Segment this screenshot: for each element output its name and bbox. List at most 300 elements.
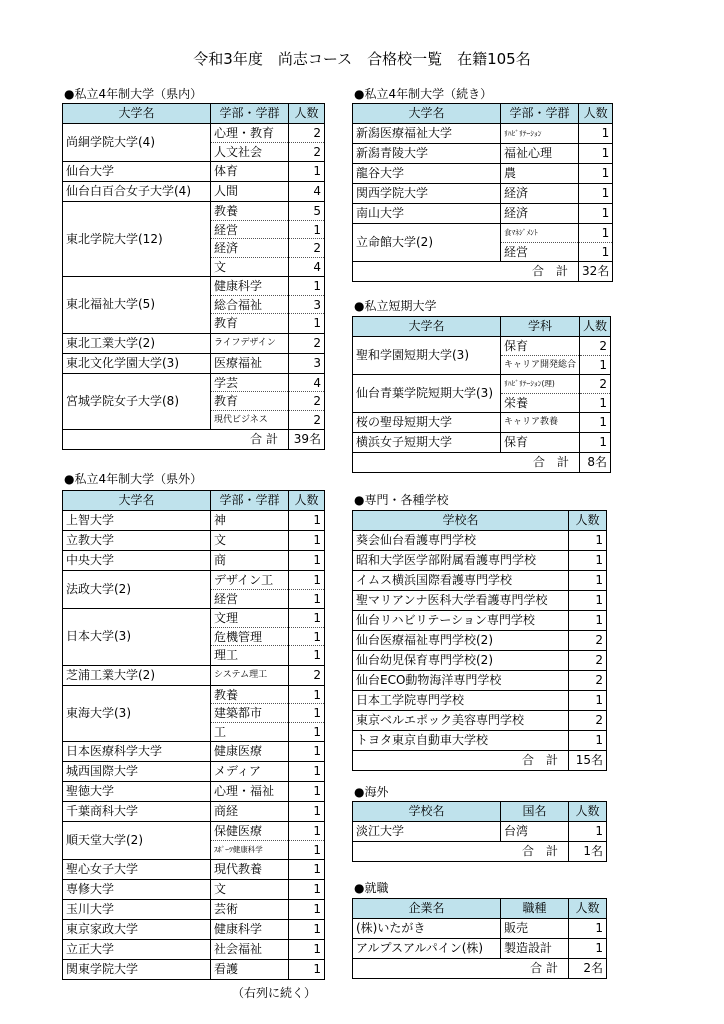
school-name: 仙台ECO動物海洋専門学校 <box>353 671 569 691</box>
count: 2 <box>580 375 610 394</box>
school-name: アルプスアルパイン(株) <box>353 939 501 959</box>
table-row <box>63 802 325 822</box>
table-row <box>353 711 607 731</box>
table-row <box>63 762 325 782</box>
count-list <box>579 224 613 262</box>
table-row <box>63 571 325 609</box>
count: 1 <box>569 551 607 571</box>
table-row <box>353 551 607 571</box>
total-value: 2名 <box>569 959 607 979</box>
count: 2 <box>569 671 607 691</box>
school-name: 仙台リハビリテーション専門学校 <box>353 611 569 631</box>
column-header: 人数 <box>289 104 325 124</box>
section-heading-junior: ●私立短期大学 <box>354 299 437 313</box>
count: 5 <box>289 202 324 221</box>
column-header: 学科 <box>501 317 580 337</box>
table-row <box>63 333 325 353</box>
table-priv4-cont <box>352 103 613 282</box>
count: 1 <box>569 571 607 591</box>
table-row <box>63 782 325 802</box>
department: 人間 <box>211 182 289 202</box>
department: 神 <box>211 511 289 531</box>
table-header-row <box>63 491 325 511</box>
department: 保健医療 <box>211 822 288 841</box>
department: 経済 <box>501 184 579 204</box>
column-header: 人数 <box>289 491 325 511</box>
department: 学芸 <box>211 374 288 393</box>
total-label: 合 計 <box>353 842 569 862</box>
school-name: 仙台白百合女子大学(4) <box>63 182 211 202</box>
department-list <box>211 609 289 666</box>
table-row <box>353 671 607 691</box>
count: 1 <box>579 204 613 224</box>
table-row <box>63 277 325 334</box>
table-row <box>63 860 325 880</box>
table-row <box>63 609 325 666</box>
total-value: 39名 <box>289 430 325 450</box>
count: 1 <box>289 742 325 762</box>
table-row <box>63 531 325 551</box>
total-value: 1名 <box>569 842 607 862</box>
table-header-row <box>353 511 607 531</box>
table-row <box>63 940 325 960</box>
count: 1 <box>569 611 607 631</box>
table-row <box>353 184 613 204</box>
total-label: 合 計 <box>63 430 289 450</box>
total-row <box>353 842 607 862</box>
total-label: 合 計 <box>353 453 580 473</box>
table-row <box>63 685 325 742</box>
count: 1 <box>569 731 607 751</box>
count: 1 <box>289 920 325 940</box>
count: 1 <box>289 782 325 802</box>
school-name: 日本大学(3) <box>63 609 211 666</box>
school-name: 東北学院大学(12) <box>63 202 211 277</box>
total-row <box>353 262 613 282</box>
school-name: 桜の聖母短期大学 <box>353 413 501 433</box>
count-list <box>289 609 325 666</box>
department: 教育 <box>214 316 239 330</box>
total-row <box>63 430 325 450</box>
department-list <box>211 571 289 609</box>
department: ﾘﾊﾋﾞﾘﾃｰｼｮﾝ <box>501 124 579 144</box>
column-header: 人数 <box>569 511 607 531</box>
table-row <box>353 124 613 144</box>
school-name: 東京ベルエポック美容専門学校 <box>353 711 569 731</box>
school-name: 仙台医療福祉専門学校(2) <box>353 631 569 651</box>
school-name: 横浜女子短期大学 <box>353 433 501 453</box>
count: 1 <box>289 860 325 880</box>
department-list <box>501 375 580 413</box>
table-row <box>353 611 607 631</box>
count: 1 <box>569 939 607 959</box>
count: 1 <box>313 648 321 662</box>
department: メディア <box>211 762 289 782</box>
total-value: 32名 <box>579 262 613 282</box>
department-list <box>501 224 579 262</box>
count: 1 <box>289 960 325 980</box>
department: 芸術 <box>211 900 289 920</box>
school-name: 東北文化学園大学(3) <box>63 353 211 373</box>
department: 教育 <box>211 392 288 411</box>
total-value: 15名 <box>569 751 607 771</box>
department: 文 <box>211 531 289 551</box>
department: 経済 <box>501 204 579 224</box>
school-name: 仙台幼児保育専門学校(2) <box>353 651 569 671</box>
school-name: 立正大学 <box>63 940 211 960</box>
department: 栄養 <box>504 395 529 410</box>
total-row <box>353 751 607 771</box>
department: 総合福祉 <box>211 296 288 315</box>
count: 1 <box>579 124 613 144</box>
count: 1 <box>289 900 325 920</box>
count: 1 <box>569 919 607 939</box>
school-name: 尚絅学院大学(4) <box>63 124 211 162</box>
table-row <box>353 731 607 751</box>
column-header: 大学名 <box>63 104 211 124</box>
school-name: 東北工業大学(2) <box>63 333 211 353</box>
count: 1 <box>313 591 321 606</box>
department: ｽﾎﾟｰﾂ健康科学 <box>214 844 263 854</box>
school-name: 順天堂大学(2) <box>63 822 211 860</box>
school-name: 聖心女子大学 <box>63 860 211 880</box>
school-name: 仙台青葉学院短期大学(3) <box>353 375 501 413</box>
count: 1 <box>289 571 324 590</box>
table-header-row <box>353 802 607 822</box>
column-header: 大学名 <box>353 104 501 124</box>
school-name: 立命館大学(2) <box>353 224 501 262</box>
section-heading-priv4-out: ●私立4年制大学（県外） <box>64 472 203 486</box>
count: 2 <box>569 711 607 731</box>
section-heading-overseas: ●海外 <box>354 785 389 799</box>
table-row <box>353 651 607 671</box>
table-row <box>63 182 325 202</box>
category: 台湾 <box>501 822 569 842</box>
count: 4 <box>289 374 324 393</box>
column-header: 企業名 <box>353 899 501 919</box>
count: 1 <box>569 822 607 842</box>
section-heading-vocational: ●専門・各種学校 <box>354 493 449 507</box>
table-row <box>353 591 607 611</box>
total-row <box>353 959 607 979</box>
count: 1 <box>289 551 325 571</box>
school-name: トヨタ東京自動車大学校 <box>353 731 569 751</box>
department: キャリア開発総合 <box>504 359 577 370</box>
school-name: (株)いたがき <box>353 919 501 939</box>
department: 看護 <box>211 960 289 980</box>
column-header: 人数 <box>569 899 607 919</box>
column-header: 学部・学群 <box>211 104 289 124</box>
section-heading-jobs: ●就職 <box>354 881 389 895</box>
page-title: 令和3年度 尚志コース 合格校一覧 在籍105名 <box>193 50 531 68</box>
department: 経営 <box>504 244 529 259</box>
school-name: 東京家政大学 <box>63 920 211 940</box>
department: 人文社会 <box>214 144 263 159</box>
count: 3 <box>289 296 324 315</box>
department: 現代ビジネス <box>214 414 268 425</box>
table-row <box>63 880 325 900</box>
school-name: 聖徳大学 <box>63 782 211 802</box>
column-header: 人数 <box>579 104 613 124</box>
count: 1 <box>569 531 607 551</box>
count: 1 <box>313 842 321 857</box>
school-name: 東北福祉大学(5) <box>63 277 211 334</box>
column-header: 人数 <box>569 802 607 822</box>
count: 1 <box>599 395 608 410</box>
school-name: 日本工学院専門学校 <box>353 691 569 711</box>
school-name: 仙台大学 <box>63 162 211 182</box>
column-header: 学校名 <box>353 511 569 531</box>
count-list <box>289 822 325 860</box>
count: 1 <box>289 277 324 296</box>
department: キャリア教養 <box>501 413 580 433</box>
department: 保育 <box>501 337 579 356</box>
continue-note: （右列に続く） <box>232 986 317 1000</box>
department: 保育 <box>501 433 580 453</box>
table-overseas <box>352 801 607 862</box>
count: 2 <box>289 665 325 685</box>
table-header-row <box>353 104 613 124</box>
count: 1 <box>579 144 613 164</box>
table-row <box>63 353 325 373</box>
department: システム理工 <box>211 665 289 685</box>
table-row <box>353 691 607 711</box>
table-priv4-in <box>62 103 325 450</box>
count-list <box>289 571 325 609</box>
count-list <box>289 685 325 742</box>
department: ライフデザイン <box>211 333 289 353</box>
school-name: 新潟青陵大学 <box>353 144 501 164</box>
department: 経営 <box>211 221 288 240</box>
table-row <box>353 631 607 651</box>
department-list <box>211 373 289 430</box>
count: 1 <box>313 724 321 739</box>
department: 危機管理 <box>211 628 288 647</box>
school-name: 関西学院大学 <box>353 184 501 204</box>
total-value: 8名 <box>580 453 611 473</box>
count: 2 <box>569 651 607 671</box>
school-name: 聖和学園短期大学(3) <box>353 337 501 375</box>
table-header-row <box>353 317 611 337</box>
school-name: 上智大学 <box>63 511 211 531</box>
count: 1 <box>289 531 325 551</box>
table-vocational <box>352 510 607 771</box>
department: 健康医療 <box>211 742 289 762</box>
table-priv4-out <box>62 490 325 980</box>
table-row <box>353 204 613 224</box>
count: 1 <box>580 433 611 453</box>
section-heading-priv4-cont: ●私立4年制大学（続き） <box>354 87 493 101</box>
department: 現代教養 <box>211 860 289 880</box>
count: 1 <box>601 244 610 259</box>
table-row <box>353 433 611 453</box>
department: 商経 <box>211 802 289 822</box>
table-row <box>63 900 325 920</box>
table-row <box>353 531 607 551</box>
school-name: 新潟医療福祉大学 <box>353 124 501 144</box>
count: 1 <box>289 686 324 705</box>
school-name: 宮城学院女子大学(8) <box>63 373 211 430</box>
column-header: 大学名 <box>353 317 501 337</box>
count: 1 <box>289 221 324 240</box>
school-name: 南山大学 <box>353 204 501 224</box>
department: 農 <box>501 164 579 184</box>
count: 2 <box>289 124 324 143</box>
school-name: 専修大学 <box>63 880 211 900</box>
count: 1 <box>289 762 325 782</box>
table-row <box>63 373 325 430</box>
table-row <box>63 551 325 571</box>
school-name: 中央大学 <box>63 551 211 571</box>
count: 2 <box>289 392 324 411</box>
table-row <box>353 571 607 591</box>
table-row <box>353 375 611 413</box>
column-header: 人数 <box>580 317 611 337</box>
count: 1 <box>313 316 321 330</box>
count: 2 <box>313 144 321 159</box>
school-name: 関東学院大学 <box>63 960 211 980</box>
count: 2 <box>289 333 325 353</box>
count: 1 <box>289 704 324 723</box>
count: 1 <box>289 940 325 960</box>
total-label: 合 計 <box>353 959 569 979</box>
count-list <box>289 373 325 430</box>
school-name: 芝浦工業大学(2) <box>63 665 211 685</box>
department-list <box>211 822 289 860</box>
table-row <box>353 919 607 939</box>
count: 1 <box>579 224 612 243</box>
table-row <box>63 665 325 685</box>
school-name: 昭和大学医学部附属看護専門学校 <box>353 551 569 571</box>
count-list <box>580 337 611 375</box>
department: 健康科学 <box>211 277 288 296</box>
department: 理工 <box>214 648 239 662</box>
department: 工 <box>214 724 227 739</box>
column-header: 学部・学群 <box>211 491 289 511</box>
count: 1 <box>289 822 324 841</box>
table-row <box>63 960 325 980</box>
total-row <box>353 453 611 473</box>
count: 4 <box>313 259 321 274</box>
table-row <box>353 144 613 164</box>
count: 1 <box>569 691 607 711</box>
count-list <box>289 124 325 162</box>
column-header: 大学名 <box>63 491 211 511</box>
table-row <box>63 511 325 531</box>
total-label: 合 計 <box>353 262 579 282</box>
count: 1 <box>289 802 325 822</box>
department: 食ﾏﾈｼﾞﾒﾝﾄ <box>501 224 578 243</box>
school-name: 千葉商科大学 <box>63 802 211 822</box>
table-row <box>353 939 607 959</box>
table-row <box>63 202 325 277</box>
category: 製造設計 <box>501 939 569 959</box>
school-name: 淡江大学 <box>353 822 501 842</box>
department: 文 <box>214 259 227 274</box>
table-row <box>63 920 325 940</box>
department: デザイン工 <box>211 571 288 590</box>
school-name: 東海大学(3) <box>63 685 211 742</box>
count: 1 <box>289 162 325 182</box>
count: 1 <box>579 184 613 204</box>
count: 1 <box>289 880 325 900</box>
table-row <box>63 124 325 162</box>
count: 2 <box>569 631 607 651</box>
count: 1 <box>569 591 607 611</box>
table-row <box>353 337 611 375</box>
count-list <box>289 277 325 334</box>
count-list <box>580 375 611 413</box>
column-header: 学部・学群 <box>501 104 579 124</box>
table-jobs <box>352 898 607 979</box>
count: 1 <box>289 609 324 628</box>
count-list <box>289 202 325 277</box>
department: 心理・福祉 <box>211 782 289 802</box>
school-name: 法政大学(2) <box>63 571 211 609</box>
department-list <box>211 277 289 334</box>
table-row <box>63 162 325 182</box>
count: 1 <box>289 628 324 647</box>
school-name: 葵会仙台看護専門学校 <box>353 531 569 551</box>
school-name: 聖マリアンナ医科大学看護専門学校 <box>353 591 569 611</box>
count: 1 <box>580 413 611 433</box>
department-list <box>211 685 289 742</box>
department: 経営 <box>214 591 239 606</box>
school-name: イムス横浜国際看護専門学校 <box>353 571 569 591</box>
total-label: 合 計 <box>353 751 569 771</box>
department-list <box>501 337 580 375</box>
column-header: 職種 <box>501 899 569 919</box>
department: 建築都市 <box>211 704 288 723</box>
count: 1 <box>579 164 613 184</box>
department: 心理・教育 <box>211 124 288 143</box>
count: 3 <box>289 353 325 373</box>
column-header: 学校名 <box>353 802 501 822</box>
category: 販売 <box>501 919 569 939</box>
count: 2 <box>289 239 324 258</box>
school-name: 城西国際大学 <box>63 762 211 782</box>
department: 健康科学 <box>211 920 289 940</box>
table-row <box>353 164 613 184</box>
department: 医療福祉 <box>211 353 289 373</box>
table-row <box>63 742 325 762</box>
department: 教養 <box>211 686 288 705</box>
count: 1 <box>289 511 325 531</box>
count: 1 <box>599 357 608 372</box>
table-row <box>63 822 325 860</box>
school-name: 日本医療科学大学 <box>63 742 211 762</box>
department: 商 <box>211 551 289 571</box>
department: 福祉心理 <box>501 144 579 164</box>
count: 2 <box>580 337 610 356</box>
section-heading-priv4-in: ●私立4年制大学（県内） <box>64 87 203 101</box>
table-row <box>353 224 613 262</box>
table-header-row <box>63 104 325 124</box>
school-name: 玉川大学 <box>63 900 211 920</box>
department: 教養 <box>211 202 288 221</box>
column-header: 国名 <box>501 802 569 822</box>
department: 体育 <box>211 162 289 182</box>
table-row <box>353 822 607 842</box>
table-junior <box>352 316 611 473</box>
department: ﾘﾊﾋﾞﾘﾃｰｼｮﾝ(理) <box>501 375 579 394</box>
count: 4 <box>289 182 325 202</box>
table-header-row <box>353 899 607 919</box>
department: 経済 <box>211 239 288 258</box>
school-name: 龍谷大学 <box>353 164 501 184</box>
department: 社会福祉 <box>211 940 289 960</box>
school-name: 立教大学 <box>63 531 211 551</box>
